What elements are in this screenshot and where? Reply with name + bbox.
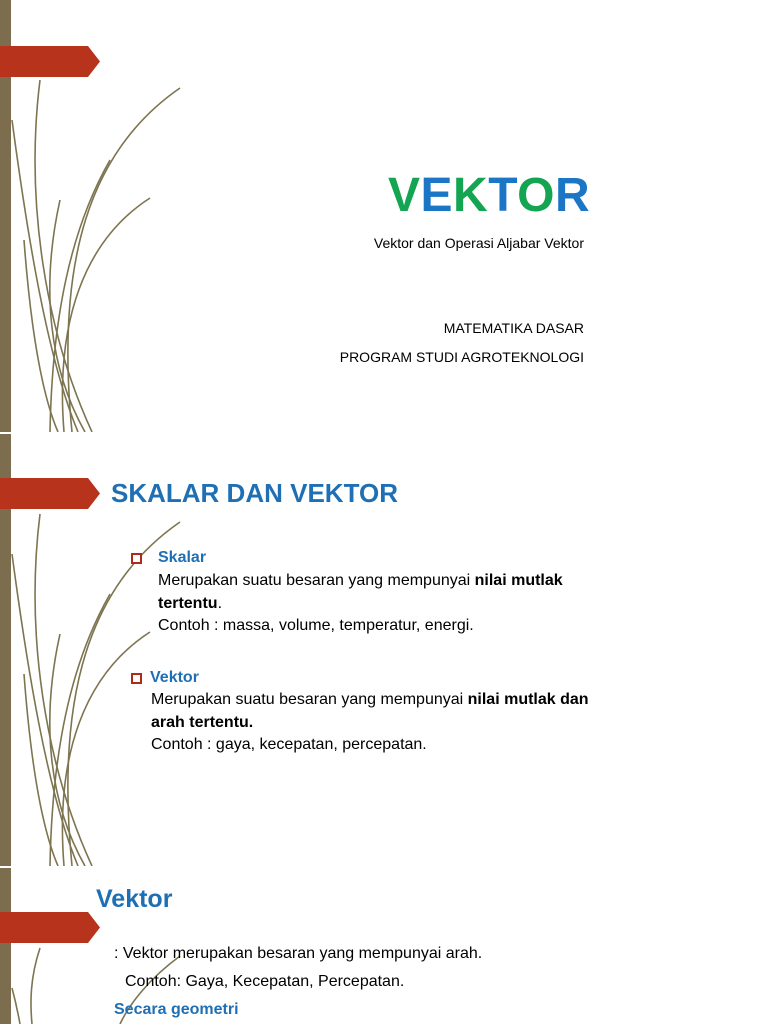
square-bullet-icon	[131, 673, 142, 684]
title-letter: V	[388, 169, 421, 222]
section-heading: SKALAR DAN VEKTOR	[111, 478, 398, 508]
skalar-def-end: .	[217, 594, 223, 612]
section-heading: Vektor	[96, 885, 173, 913]
vektor-example: Contoh : gaya, kecepatan, percepatan.	[151, 736, 427, 753]
decorative-swirl-lines	[0, 0, 200, 432]
geometry-subheading: Secara geometri	[114, 1001, 239, 1018]
page-title	[388, 168, 590, 224]
vektor-def-bold: arah tertentu.	[151, 713, 254, 731]
vektor-label: Vektor	[150, 669, 199, 686]
slide-title	[0, 0, 768, 432]
study-program: PROGRAM STUDI AGROTEKNOLOGI	[339, 349, 584, 365]
title-letter: R	[555, 169, 591, 222]
title-letter: K	[453, 169, 489, 222]
vektor-definition: : Vektor merupakan besaran yang mempunyai arah.	[114, 945, 483, 962]
title-letter: T	[488, 169, 518, 222]
square-bullet-icon	[131, 553, 142, 564]
vektor-definition	[151, 689, 671, 757]
vektor-example: Contoh: Gaya, Kecepatan, Percepatan.	[125, 973, 405, 990]
subtitle: Vektor dan Operasi Aljabar Vektor	[373, 235, 584, 251]
title-letter: O	[517, 169, 555, 222]
slide-vektor	[0, 868, 768, 1024]
skalar-def-bold: nilai mutlak	[474, 572, 563, 589]
course-name: MATEMATIKA DASAR	[443, 320, 584, 336]
vektor-def-text: Merupakan suatu besaran yang mempunyai	[151, 691, 468, 708]
slide-skalar-vektor	[0, 434, 768, 866]
skalar-example: Contoh : massa, volume, temperatur, energi.	[158, 617, 474, 634]
skalar-definition	[158, 570, 658, 638]
skalar-def-text: Merupakan suatu besaran yang mempunyai	[158, 572, 475, 589]
skalar-label: Skalar	[158, 549, 207, 566]
vektor-def-bold: nilai mutlak dan	[467, 691, 589, 708]
skalar-def-bold: tertentu	[158, 594, 218, 612]
title-letter: E	[420, 169, 454, 222]
